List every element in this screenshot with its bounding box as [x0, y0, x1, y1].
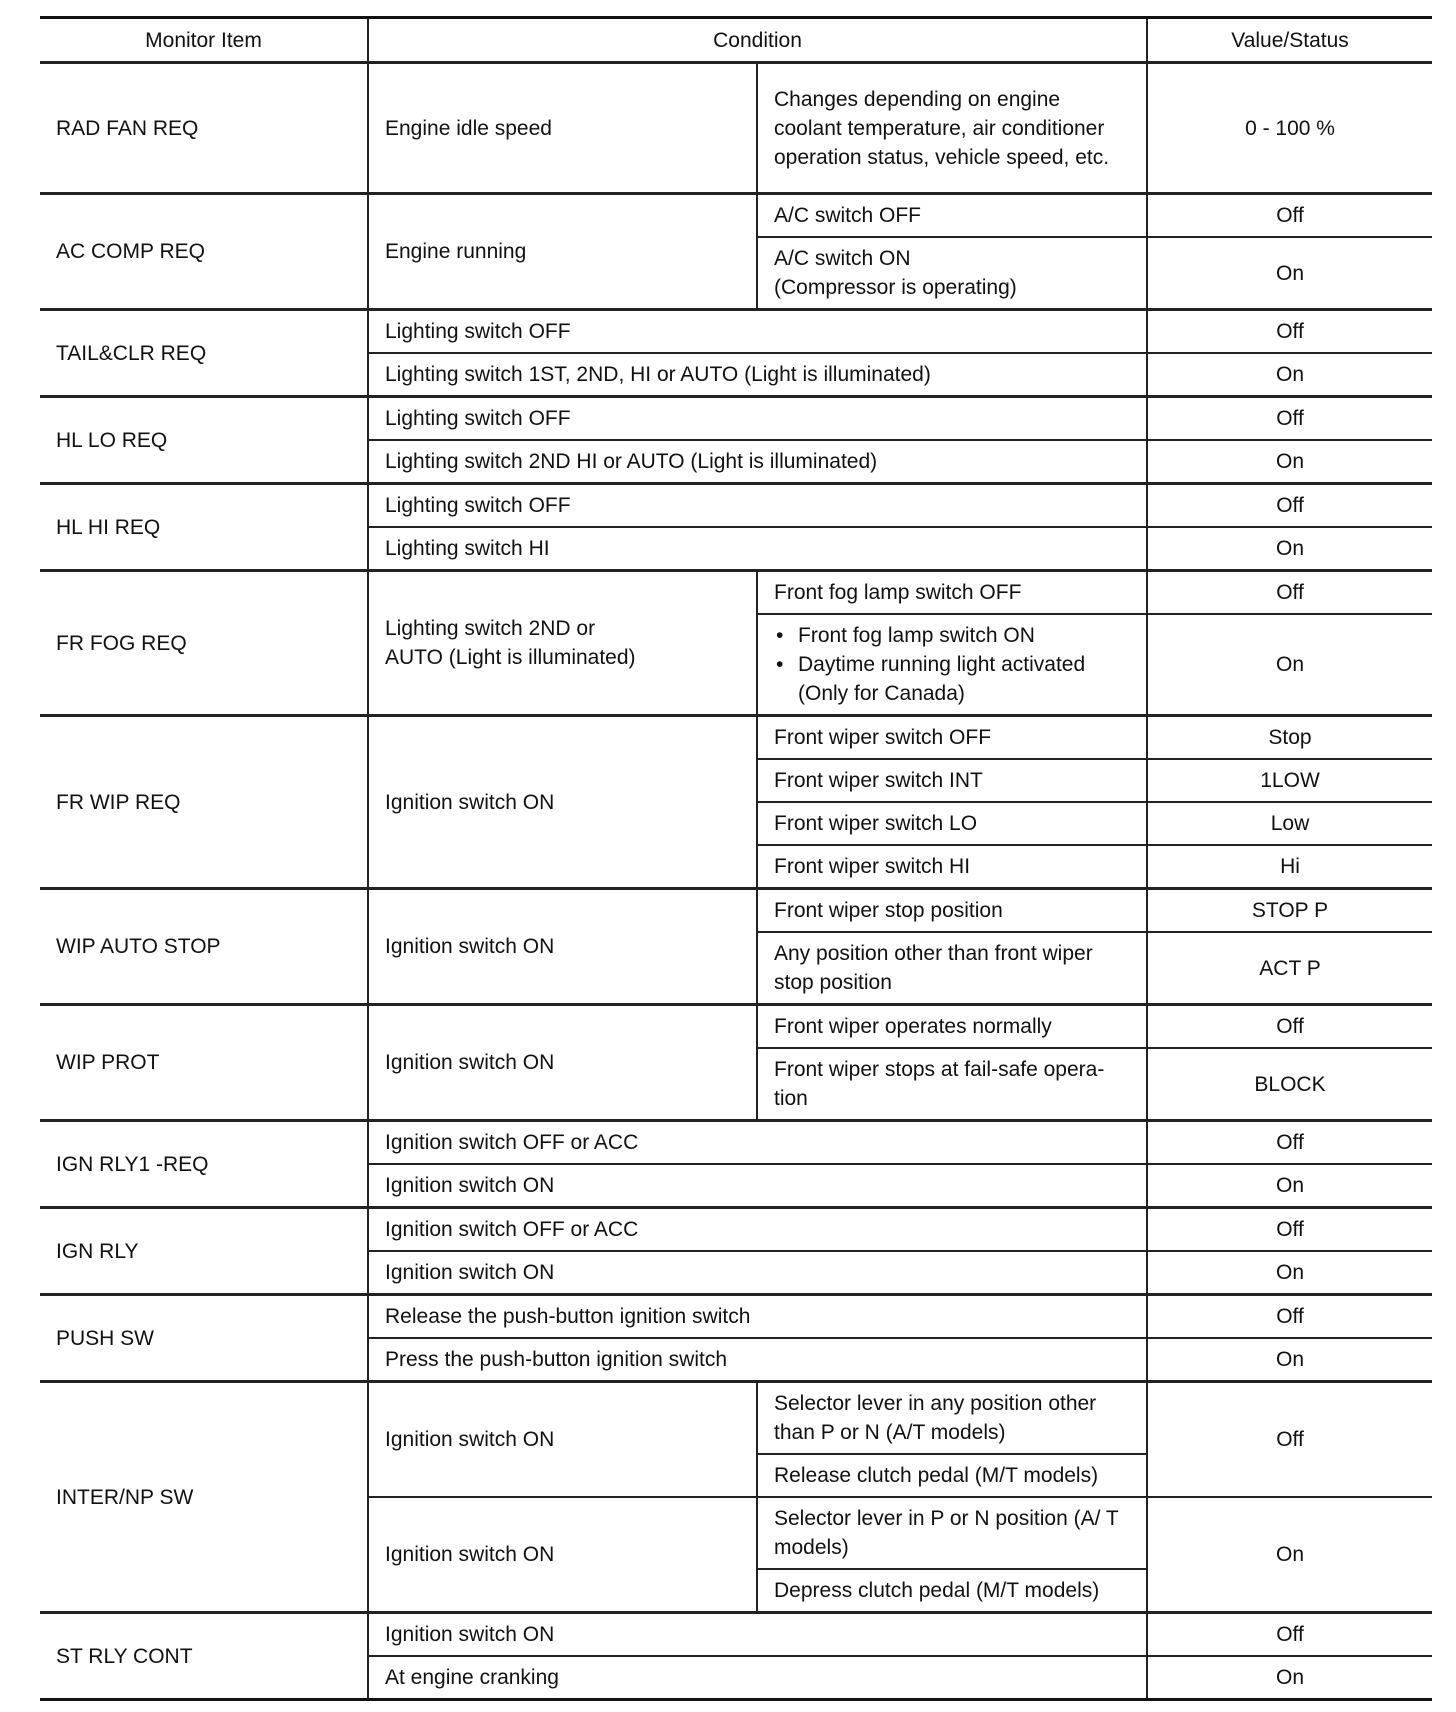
monitor-item-cell: WIP AUTO STOP: [40, 889, 368, 1005]
value-cell: Hi: [1147, 845, 1432, 889]
value-cell: Off: [1147, 1121, 1432, 1165]
value-cell: On: [1147, 1656, 1432, 1700]
value-cell: 1LOW: [1147, 759, 1432, 802]
table-row: [40, 1295, 1432, 1339]
value-cell: On: [1147, 440, 1432, 484]
value-cell: Off: [1147, 484, 1432, 528]
value-cell: On: [1147, 237, 1432, 310]
bullet-list: [774, 621, 1132, 708]
table-row: [40, 571, 1432, 615]
condition-cell: Ignition switch ON: [368, 716, 757, 889]
value-cell: Low: [1147, 802, 1432, 845]
sub-condition-cell: Changes depending on engine coolant temperature, air conditioner operation status, vehicle speed, etc.: [757, 63, 1147, 194]
value-cell: On: [1147, 353, 1432, 397]
sub-condition-cell: Front wiper switch INT: [757, 759, 1147, 802]
monitor-item-cell: AC COMP REQ: [40, 194, 368, 310]
value-cell: Off: [1147, 1005, 1432, 1049]
monitor-table: [40, 16, 1432, 1701]
value-cell: Off: [1147, 571, 1432, 615]
sub-condition-cell: Selector lever in P or N position (A/ T models): [757, 1497, 1147, 1569]
monitor-item-cell: TAIL&CLR REQ: [40, 310, 368, 397]
table-row: [40, 1613, 1432, 1657]
value-cell: On: [1147, 1497, 1432, 1613]
value-cell: On: [1147, 527, 1432, 571]
table-row: [40, 194, 1432, 238]
condition-cell: Press the push-button ignition switch: [368, 1338, 1147, 1382]
table-header-row: [40, 18, 1432, 63]
value-cell: ACT P: [1147, 932, 1432, 1005]
table-row: [40, 397, 1432, 441]
sub-condition-cell: Front wiper switch HI: [757, 845, 1147, 889]
table-row: [40, 310, 1432, 354]
monitor-item-cell: FR FOG REQ: [40, 571, 368, 716]
sub-condition-cell: Front wiper operates normally: [757, 1005, 1147, 1049]
sub-condition-cell: Selector lever in any position other than P or N (A/T models): [757, 1382, 1147, 1455]
sub-condition-cell: A/C switch OFF: [757, 194, 1147, 238]
value-cell: On: [1147, 614, 1432, 716]
monitor-item-cell: HL HI REQ: [40, 484, 368, 571]
monitor-item-cell: ST RLY CONT: [40, 1613, 368, 1700]
table-row: [40, 63, 1432, 194]
sub-condition-cell: Front fog lamp switch OFF: [757, 571, 1147, 615]
value-cell: BLOCK: [1147, 1048, 1432, 1121]
sub-condition-cell: Front wiper switch OFF: [757, 716, 1147, 760]
monitor-item-cell: INTER/NP SW: [40, 1382, 368, 1613]
condition-cell: Ignition switch ON: [368, 1613, 1147, 1657]
monitor-item-cell: IGN RLY1 -REQ: [40, 1121, 368, 1208]
table-row: [40, 1382, 1432, 1455]
monitor-item-cell: HL LO REQ: [40, 397, 368, 484]
value-cell: 0 - 100 %: [1147, 63, 1432, 194]
value-cell: Off: [1147, 1382, 1432, 1498]
line: Lighting switch 2ND or: [385, 617, 596, 640]
condition-cell: Engine running: [368, 194, 757, 310]
value-cell: Off: [1147, 310, 1432, 354]
sub-condition-cell: Front wiper stop position: [757, 889, 1147, 933]
sub-condition-cell: [757, 237, 1147, 310]
table-row: [40, 484, 1432, 528]
monitor-item-cell: WIP PROT: [40, 1005, 368, 1121]
condition-cell: At engine cranking: [368, 1656, 1147, 1700]
monitor-table-sheet: [40, 16, 1432, 1701]
condition-cell: Ignition switch OFF or ACC: [368, 1208, 1147, 1252]
line: (Compressor is operating): [774, 276, 1017, 299]
condition-cell: Engine idle speed: [368, 63, 757, 194]
value-cell: Off: [1147, 1295, 1432, 1339]
condition-cell: Lighting switch 2ND HI or AUTO (Light is illuminated): [368, 440, 1147, 484]
sub-condition-cell: Any position other than front wiper stop position: [757, 932, 1147, 1005]
monitor-item-cell: RAD FAN REQ: [40, 63, 368, 194]
table-row: [40, 889, 1432, 933]
condition-cell: Ignition switch ON: [368, 1497, 757, 1613]
table-row: [40, 1005, 1432, 1049]
condition-cell: Lighting switch OFF: [368, 397, 1147, 441]
header-monitor-item: Monitor Item: [40, 18, 368, 63]
value-cell: Off: [1147, 397, 1432, 441]
condition-cell: Lighting switch OFF: [368, 484, 1147, 528]
header-condition: Condition: [368, 18, 1147, 63]
monitor-item-cell: PUSH SW: [40, 1295, 368, 1382]
bullet-item: • Daytime running light activated (Only for Canada): [774, 650, 1132, 708]
value-cell: Stop: [1147, 716, 1432, 760]
monitor-item-cell: FR WIP REQ: [40, 716, 368, 889]
table-row: [40, 1208, 1432, 1252]
header-value-status: Value/Status: [1147, 18, 1432, 63]
condition-cell: Ignition switch ON: [368, 1251, 1147, 1295]
value-cell: Off: [1147, 1208, 1432, 1252]
sub-condition-cell: [757, 614, 1147, 716]
value-cell: On: [1147, 1338, 1432, 1382]
condition-cell: Ignition switch ON: [368, 1164, 1147, 1208]
condition-cell: Ignition switch ON: [368, 1382, 757, 1498]
value-cell: STOP P: [1147, 889, 1432, 933]
sub-condition-cell: Release clutch pedal (M/T models): [757, 1454, 1147, 1497]
condition-cell: Lighting switch OFF: [368, 310, 1147, 354]
condition-cell: Lighting switch 1ST, 2ND, HI or AUTO (Light is illuminated): [368, 353, 1147, 397]
condition-cell: Release the push-button ignition switch: [368, 1295, 1147, 1339]
condition-cell: Ignition switch ON: [368, 889, 757, 1005]
table-row: [40, 716, 1432, 760]
table-row: [40, 1121, 1432, 1165]
value-cell: On: [1147, 1251, 1432, 1295]
sub-condition-cell: Front wiper switch LO: [757, 802, 1147, 845]
value-cell: On: [1147, 1164, 1432, 1208]
monitor-item-cell: IGN RLY: [40, 1208, 368, 1295]
bullet-item: • Front fog lamp switch ON: [774, 621, 1132, 650]
condition-cell: [368, 571, 757, 716]
line: AUTO (Light is illuminated): [385, 646, 636, 669]
sub-condition-cell: Front wiper stops at fail-safe opera-tion: [757, 1048, 1147, 1121]
condition-cell: Ignition switch ON: [368, 1005, 757, 1121]
condition-cell: Ignition switch OFF or ACC: [368, 1121, 1147, 1165]
sub-condition-cell: Depress clutch pedal (M/T models): [757, 1569, 1147, 1613]
value-cell: Off: [1147, 194, 1432, 238]
condition-cell: Lighting switch HI: [368, 527, 1147, 571]
value-cell: Off: [1147, 1613, 1432, 1657]
line: A/C switch ON: [774, 247, 911, 270]
